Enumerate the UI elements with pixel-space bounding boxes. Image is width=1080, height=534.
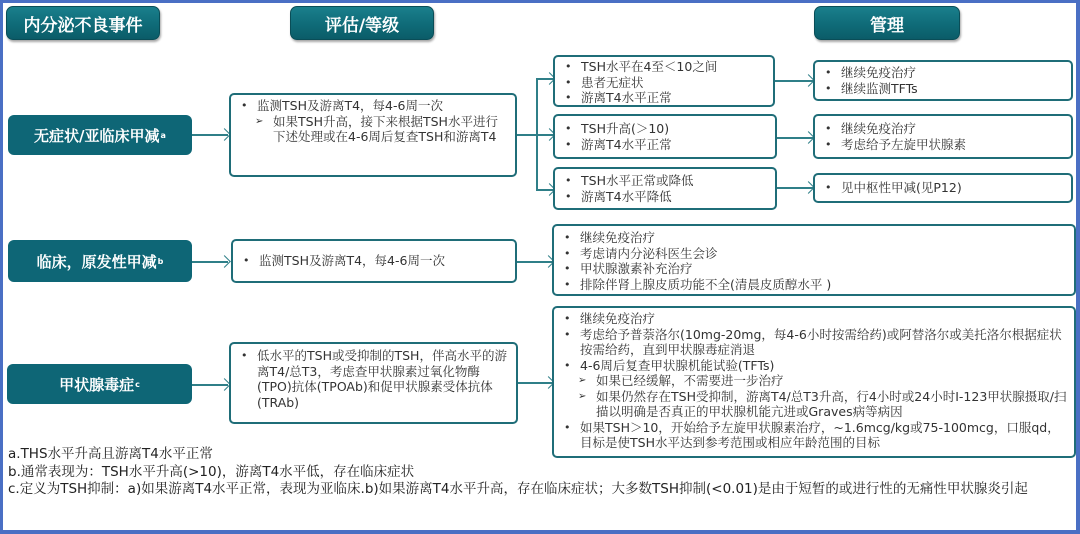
- management-subitem: ➢ 如果已经缓解，不需要进一步治疗: [560, 373, 1068, 389]
- category-primary-hypothyroidism: [8, 240, 192, 282]
- management-box-central-hypothyroidism: [813, 173, 1073, 203]
- management-item: • 继续监测TFTs: [821, 81, 1065, 97]
- management-box-primary: [552, 224, 1076, 296]
- assessment-item: • 监测TSH及游离T4，每4-6周一次: [237, 98, 509, 114]
- header-endocrine-adverse-events: [6, 6, 160, 40]
- management-item: • 考虑请内分泌科医生会诊: [560, 246, 1068, 262]
- management-item: • 继续免疫治疗: [560, 230, 1068, 246]
- management-item: • 见中枢性甲减(见P12): [821, 180, 1065, 196]
- category-thyrotoxicosis: [7, 364, 192, 404]
- condition-item: • TSH水平正常或降低: [561, 173, 769, 189]
- assessment-box-subclinical: [229, 93, 517, 177]
- management-box-levothyroxine: [813, 114, 1073, 159]
- footnotes: [8, 446, 1068, 499]
- management-item: • 考虑给予普萘洛尔(10mg-20mg，每4-6小时按需给药)或阿替洛尔或美托洛尔根据症状按需给药，直到甲状腺毒症消退: [560, 327, 1068, 358]
- assessment-box-primary: [231, 239, 517, 283]
- assessment-box-thyrotoxicosis: [229, 342, 518, 424]
- condition-box-tsh-normal-low: [553, 167, 777, 210]
- connector-line: [517, 134, 537, 136]
- management-item: • 继续免疫治疗: [821, 65, 1065, 81]
- footnote-marker: a: [160, 130, 166, 140]
- assessment-subitem: ➢ 如果TSH升高，接下来根据TSH水平进行下述处理或在4-6周后复查TSH和游离T4: [237, 114, 509, 145]
- category-label: 无症状/亚临床甲减: [34, 126, 160, 145]
- condition-item: • 游离T4水平正常: [561, 90, 767, 106]
- condition-item: • 游离T4水平降低: [561, 189, 769, 205]
- management-item: • 4-6周后复查甲状腺机能试验(TFTs): [560, 358, 1068, 374]
- footnote-a: a.THS水平升高且游离T4水平正常: [8, 446, 213, 462]
- management-item: • 考虑给予左旋甲状腺素: [821, 137, 1065, 153]
- assessment-item: • 低水平的TSH或受抑制的TSH，伴高水平的游离T4/总T3，考虑查甲状腺素过氧化物酶(TPO)抗体(TPOAb)和促甲状腺素受体抗体(TRAb): [237, 348, 510, 410]
- header-label: 管理: [870, 15, 904, 36]
- management-box-thyrotoxicosis: [552, 306, 1076, 458]
- footnote-marker: c: [135, 379, 140, 389]
- header-assessment-grade: [290, 6, 434, 40]
- condition-item: • TSH水平在4至＜10之间: [561, 59, 767, 75]
- condition-item: • 游离T4水平正常: [561, 137, 769, 153]
- condition-item: • 患者无症状: [561, 75, 767, 91]
- header-management: [814, 6, 960, 40]
- management-item: • 如果TSH＞10，开始给予左旋甲状腺素治疗，~1.6mcg/kg或75-100mcg，口服qd，目标是使TSH水平达到参考范围或相应年龄范围的目标: [560, 420, 1068, 451]
- category-label: 甲状腺毒症: [59, 375, 135, 394]
- footnote-c: c.定义为TSH抑制：a)如果游离T4水平正常，表现为亚临床.b)如果游离T4水平升高，存在临床症状；大多数TSH抑制(<0.01)是由于短暂的或进行性的无痛性甲状腺炎引起: [8, 481, 1028, 497]
- header-label: 内分泌不良事件: [23, 15, 143, 36]
- category-label: 临床，原发性甲减: [36, 252, 157, 271]
- management-item: • 甲状腺激素补充治疗: [560, 261, 1068, 277]
- management-item: • 继续免疫治疗: [821, 121, 1065, 137]
- condition-box-tsh-4-10: [553, 55, 775, 107]
- footnote-b: b.通常表现为：TSH水平升高(>10)，游离T4水平低，存在临床症状: [8, 463, 415, 480]
- category-subclinical-hypothyroidism: [8, 115, 192, 155]
- management-item: • 继续免疫治疗: [560, 311, 1068, 327]
- condition-box-tsh-above-10: [553, 114, 777, 159]
- footnote-marker: b: [157, 256, 164, 266]
- management-subitem: ➢ 如果仍然存在TSH受抑制，游离T4/总T3升高，行4小时或24小时I-123甲状腺摄取/扫描以明确是否真正的甲状腺机能亢进或Graves病等病因: [560, 389, 1068, 420]
- header-label: 评估/等级: [324, 15, 400, 36]
- management-box-continue-monitor: [813, 60, 1073, 101]
- condition-item: • TSH升高(＞10): [561, 121, 769, 137]
- assessment-item: • 监测TSH及游离T4，每4-6周一次: [239, 253, 509, 269]
- management-item: • 排除伴肾上腺皮质功能不全(清晨皮质醇水平 ): [560, 277, 1068, 293]
